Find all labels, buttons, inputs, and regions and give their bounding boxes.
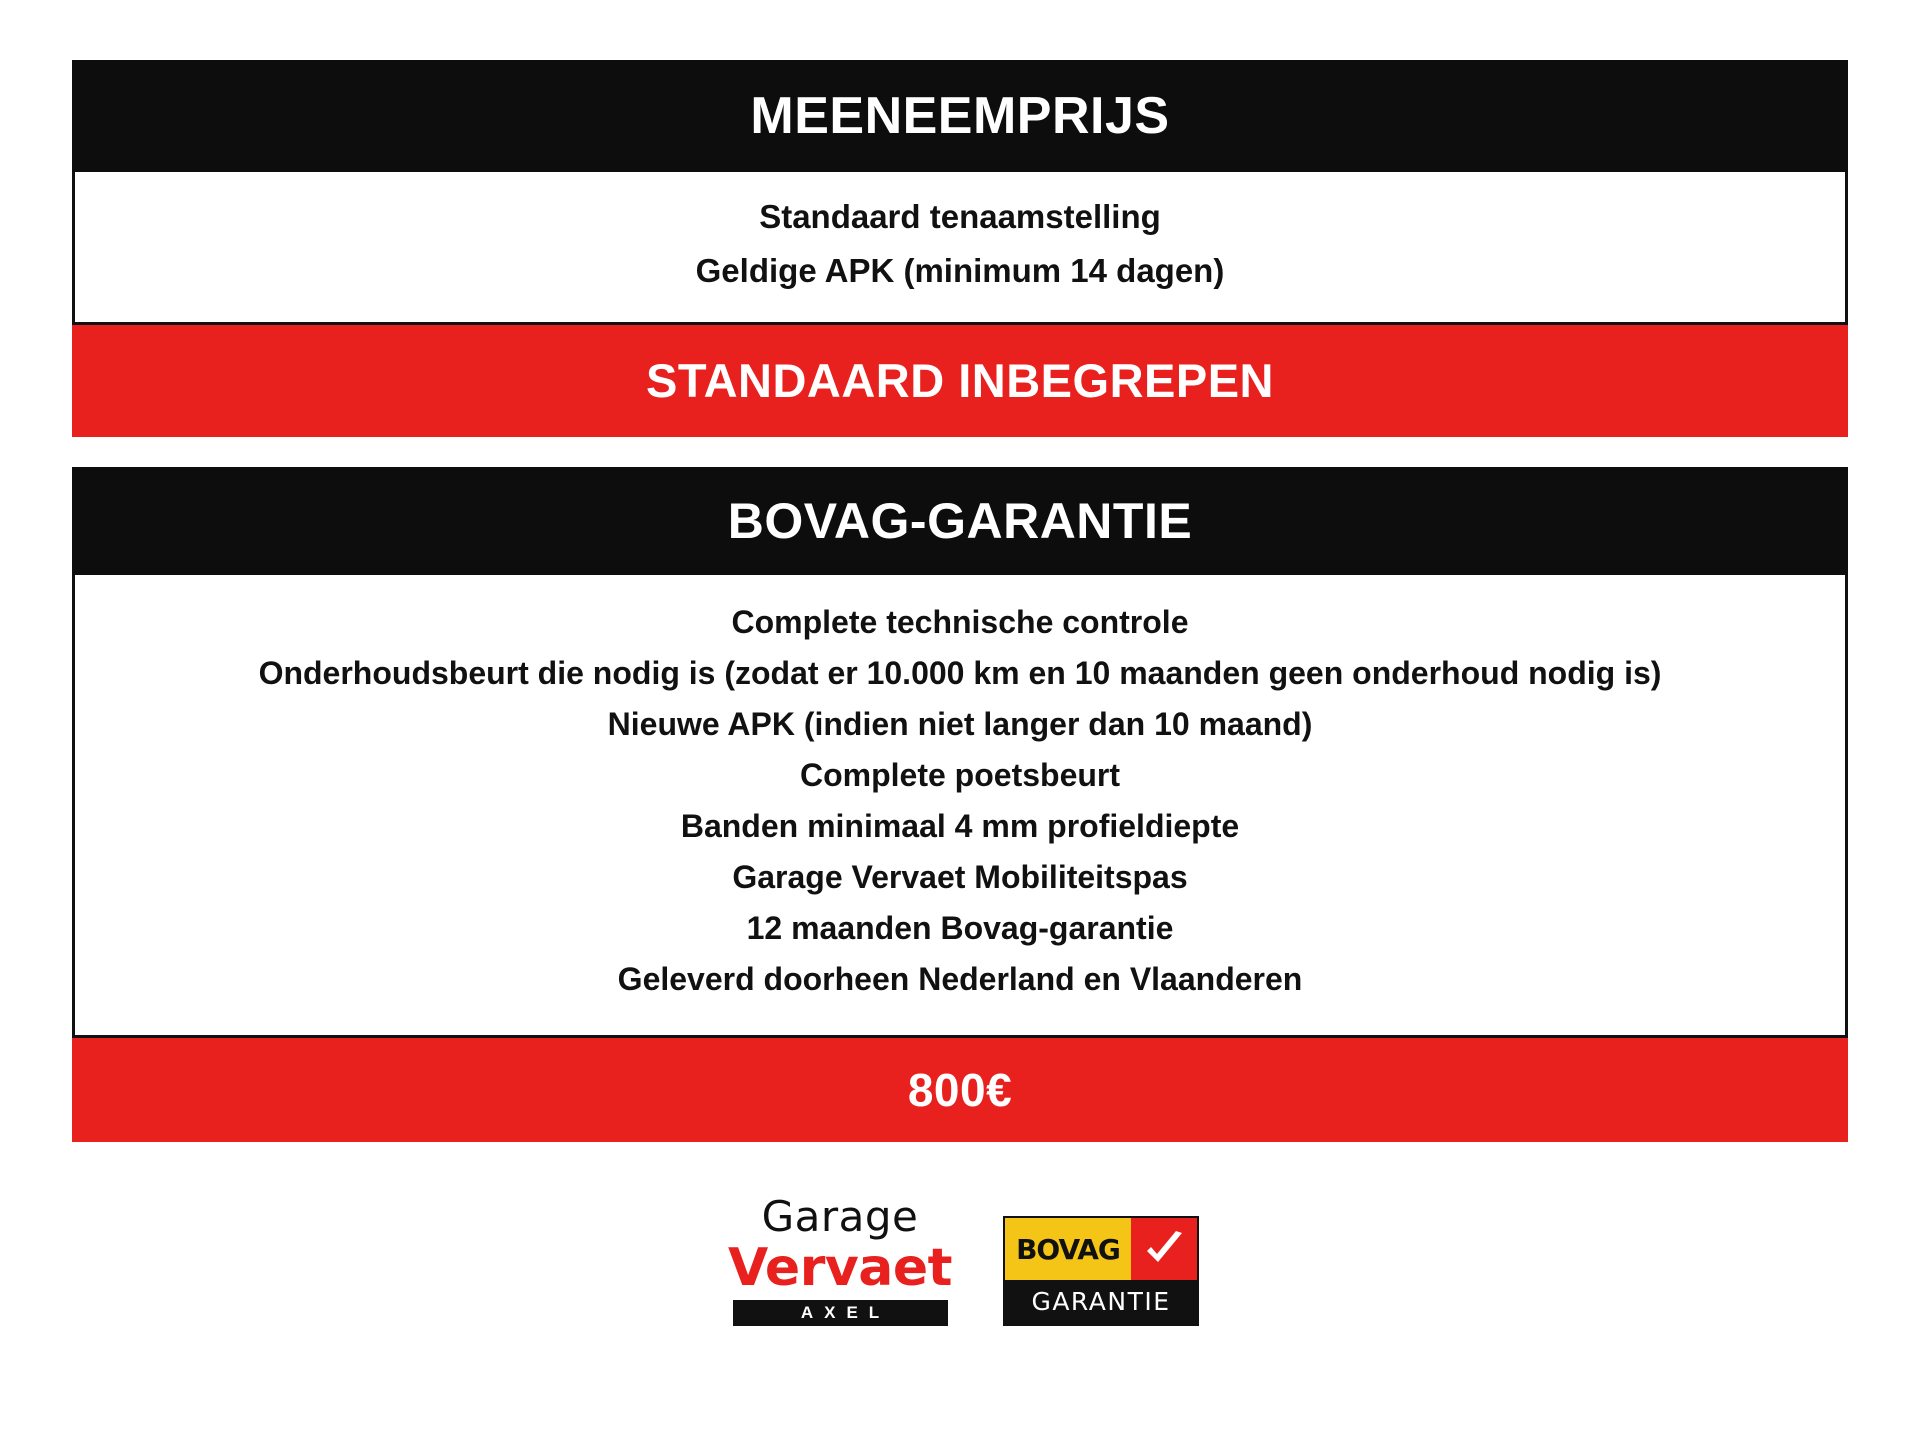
list-item: Garage Vervaet Mobiliteitspas (732, 859, 1188, 895)
standaard-inbegrepen-header: STANDAARD INBEGREPEN (72, 325, 1848, 437)
check-icon (1131, 1218, 1197, 1280)
bovag-logo-label: GARANTIE (1005, 1280, 1197, 1324)
price-badge: 800€ (72, 1038, 1848, 1142)
list-item: Onderhoudsbeurt die nodig is (zodat er 10.000 km en 10 maanden geen onderhoud nodig is) (258, 655, 1662, 691)
section-divider (72, 437, 1848, 467)
bovag-logo-name-block (1005, 1218, 1131, 1280)
garage-vervaet-logo (721, 1194, 959, 1326)
meeneemprijs-header: MEENEEMPRIJS (72, 60, 1848, 172)
bovag-logo-top (1005, 1218, 1197, 1280)
bovag-garantie-header: BOVAG-GARANTIE (72, 467, 1848, 575)
bovag-logo-name: BOVAG (1016, 1232, 1120, 1266)
list-item: Complete technische controle (731, 604, 1189, 640)
list-item: 12 maanden Bovag-garantie (746, 910, 1174, 946)
list-item: Nieuwe APK (indien niet langer dan 10 maand) (607, 706, 1313, 742)
list-item: Geleverd doorheen Nederland en Vlaanderen (617, 961, 1303, 997)
logo-row (72, 1194, 1848, 1326)
garage-logo-line1: Garage (761, 1192, 919, 1241)
garage-logo-line2: Vervaet (728, 1238, 952, 1298)
list-item: Complete poetsbeurt (799, 757, 1121, 793)
bovag-garantie-items (72, 575, 1848, 1038)
list-item: Banden minimaal 4 mm profieldiepte (680, 808, 1240, 844)
bovag-garantie-logo (1003, 1216, 1199, 1326)
meeneemprijs-items (72, 172, 1848, 325)
garage-logo-line3: AXEL (733, 1300, 948, 1326)
list-item: Standaard tenaamstelling (759, 198, 1161, 235)
list-item: Geldige APK (minimum 14 dagen) (695, 252, 1225, 289)
